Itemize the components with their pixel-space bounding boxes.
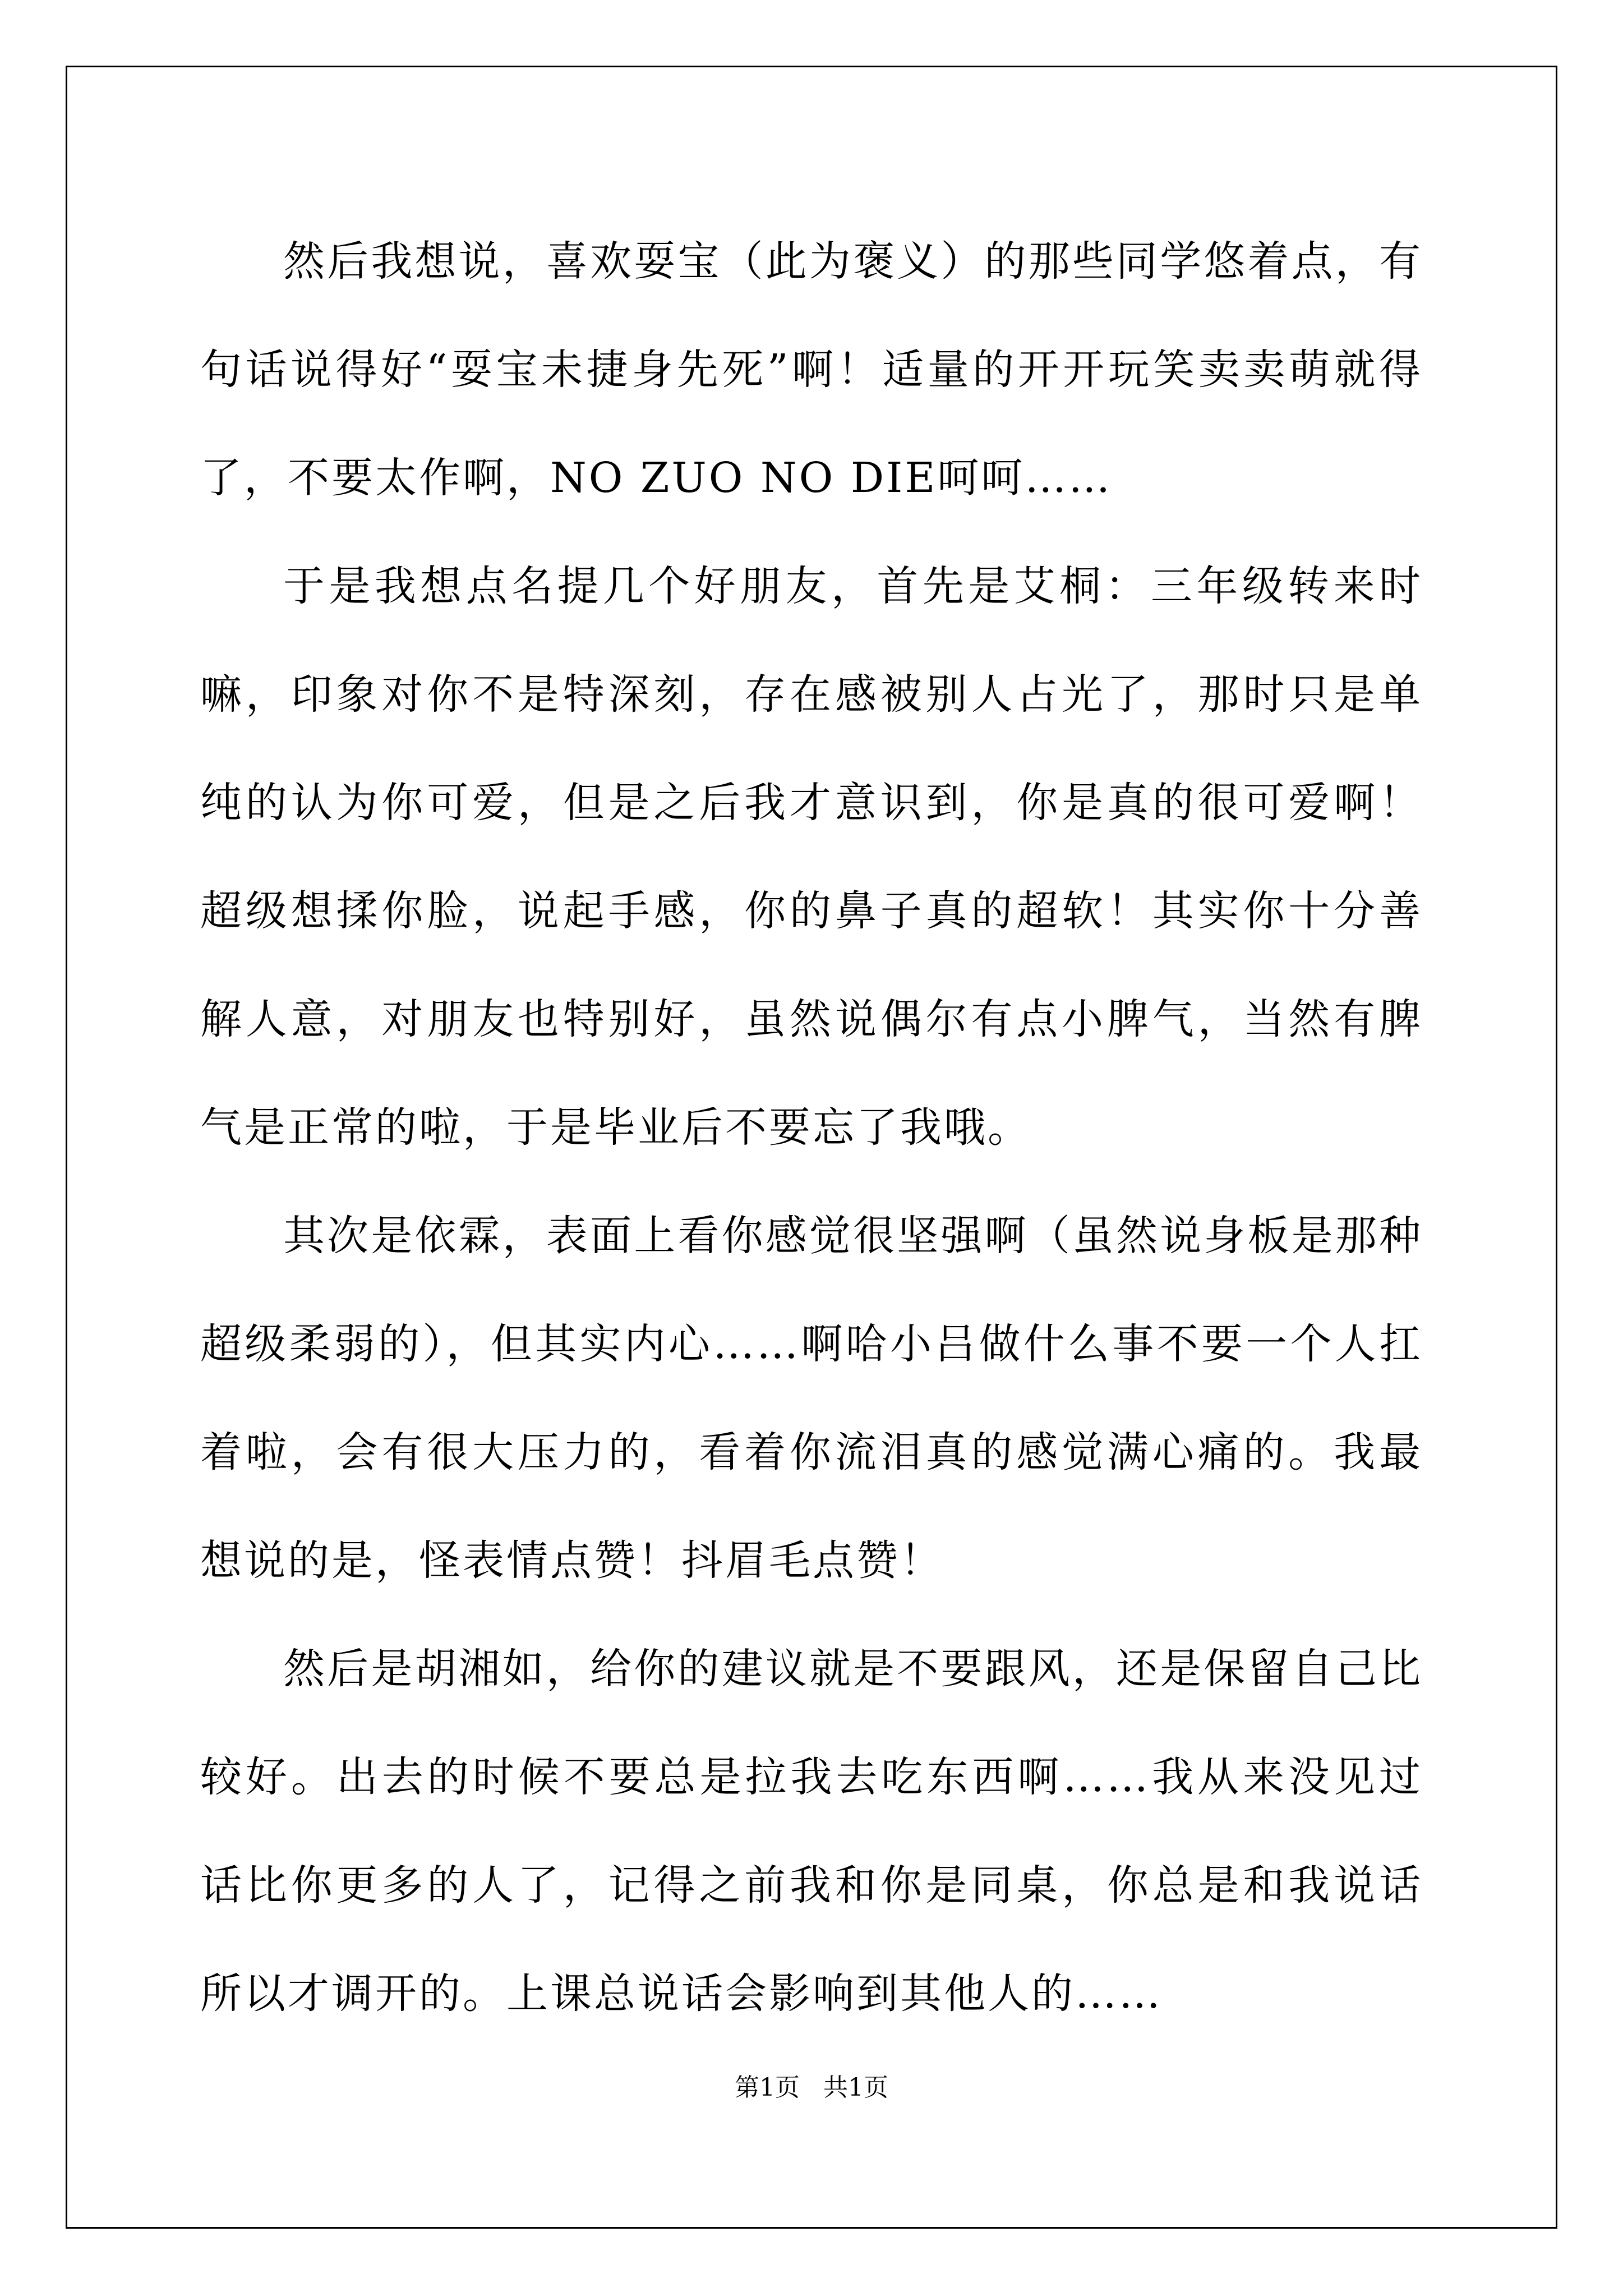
- paragraph: 于是我想点名提几个好朋友，首先是艾桐：三年级转来时嘛，印象对你不是特深刻，存在感被别人占光了，那时只是单纯的认为你可爱，但是之后我才意识到，你是真的很可爱啊！超级想揉你脸，说起手感，你的鼻子真的超软！其实你十分善解人意，对朋友也特别好，虽然说偶尔有点小脾气，当然有脾气是正常的啦，于是毕业后不要忘了我哦。: [200, 562, 1423, 1152]
- paragraph: 然后我想说，喜欢耍宝（此为褒义）的那些同学悠着点，有句话说得好“耍宝未捷身先死”啊！适量的开开玩笑卖卖萌就得了，不要太作啊，NO ZUO NO DIE呵呵……: [200, 237, 1423, 502]
- document-body: [200, 208, 1423, 2048]
- page-number-footer: 第1页 共1页: [735, 2073, 888, 2102]
- paragraph: 然后是胡湘如，给你的建议就是不要跟风，还是保留自己比较好。出去的时候不要总是拉我去吃东西啊……我从来没见过话比你更多的人了，记得之前我和你是同桌，你总是和我说话所以才调开的。上课总说话会影响到其他人的……: [200, 1645, 1423, 2018]
- paragraph: 其次是依霖，表面上看你感觉很坚强啊（虽然说身板是那种超级柔弱的），但其实内心……啊哈小吕做什么事不要一个人扛着啦，会有很大压力的，看着你流泪真的感觉满心痛的。我最想说的是，怪表情点赞！抖眉毛点赞！: [200, 1212, 1423, 1585]
